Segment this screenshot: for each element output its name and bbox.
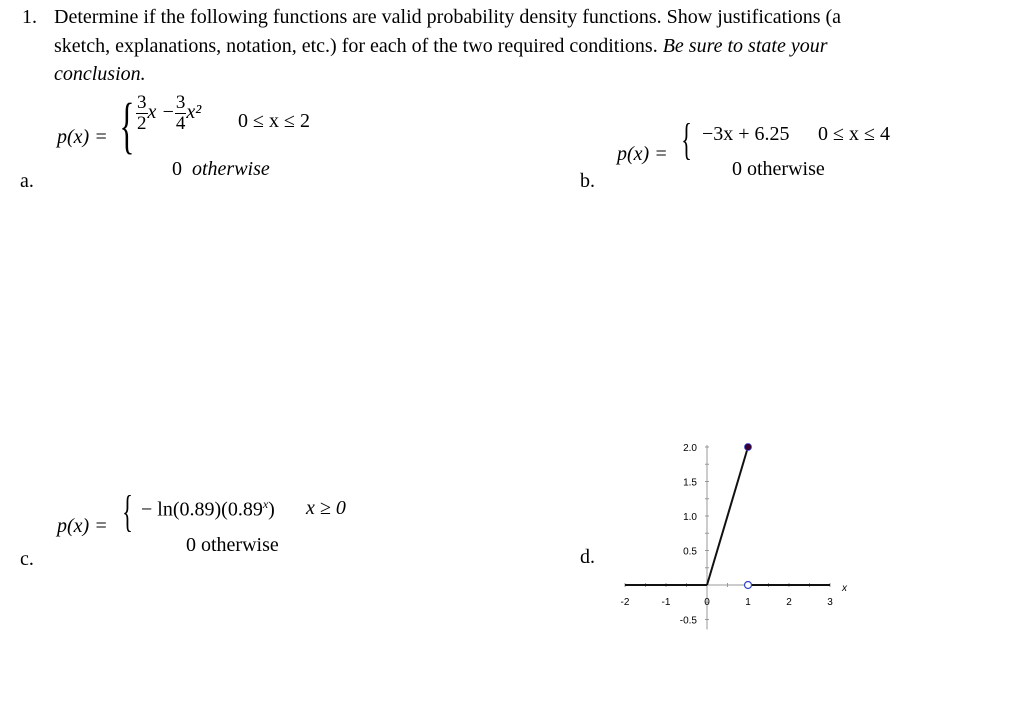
lhs: p(x) = (57, 126, 108, 148)
part-a-otherwise: 0 otherwise (172, 158, 270, 180)
closed-point (745, 444, 752, 451)
fraction: $\frac{3}{2}$ (137, 92, 147, 134)
fraction: $\frac{3}{4}$ (175, 92, 186, 134)
part-b-lhs: p(x) = (617, 143, 668, 165)
emphasis-text: Be sure to state your (662, 35, 828, 57)
open-point (745, 582, 752, 589)
x-tick-label: 1 (745, 597, 751, 608)
question-text-line3: conclusion. (54, 63, 146, 85)
part-b-condition: 0 ≤ x ≤ 4 (818, 123, 890, 145)
question-text-part: sketch, explanations, notation, etc.) for each of the two required conditions. (54, 35, 658, 57)
part-a-condition: 0 ≤ x ≤ 2 (238, 110, 310, 132)
y-tick-label: 1.0 (683, 512, 697, 523)
y-tick-label: 2.0 (683, 443, 697, 454)
part-a-label: a. (20, 170, 34, 192)
question-number: 1. (22, 6, 37, 28)
function-segment (707, 447, 748, 585)
x-tick-label: 3 (827, 597, 833, 608)
y-tick-label: -0.5 (679, 615, 697, 627)
x-tick-label: 0 (704, 597, 710, 608)
part-b-piece: −3x + 6.25 (702, 123, 790, 145)
brace: { (681, 115, 692, 164)
x-tick-label: 2 (786, 597, 792, 608)
brace: { (122, 487, 133, 536)
part-c-piece: − $\ln(0.89)(0.89^x)$ (141, 497, 275, 521)
part-c-lhs: p(x) = (57, 515, 108, 537)
part-c-otherwise: 0 otherwise (186, 534, 279, 556)
question-text-line1: Determine if the following functions are valid probability density functions. Show justifications (a (54, 6, 842, 28)
term: x² (186, 101, 202, 124)
part-d-label: d. (580, 546, 595, 568)
x-tick-label: -1 (661, 597, 671, 608)
part-b-otherwise: 0 otherwise (732, 158, 825, 180)
part-c-label: c. (20, 548, 34, 570)
x-tick-label: -2 (620, 597, 630, 608)
y-tick-label: 1.5 (683, 477, 697, 489)
term: x − (147, 101, 175, 124)
part-b-label: b. (580, 170, 595, 192)
brace: { (119, 92, 135, 160)
part-c-condition: x ≥ 0 (306, 497, 346, 519)
x-axis-label: x (842, 583, 847, 594)
y-tick-label: 0.5 (683, 546, 697, 558)
